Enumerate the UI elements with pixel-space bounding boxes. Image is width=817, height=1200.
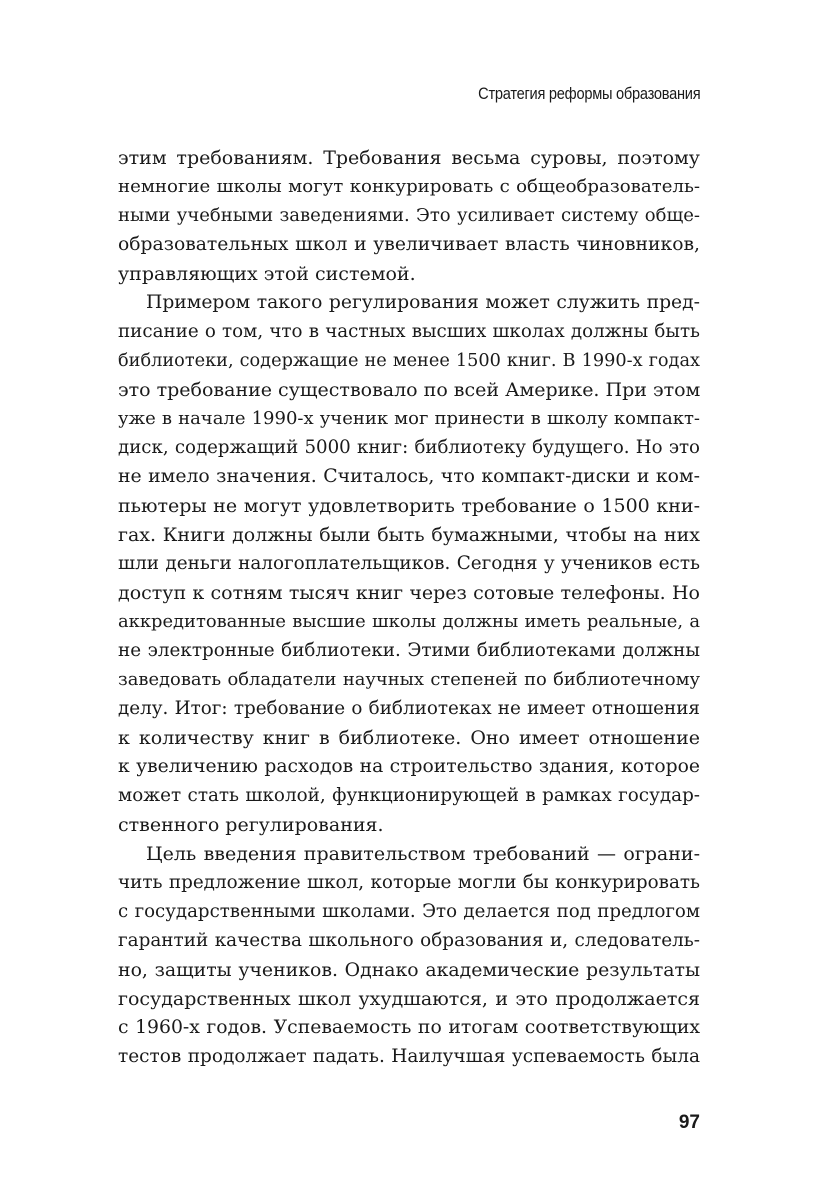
text-line: библиотеки, содержащие не менее 1500 книг. В 1990-х годах (118, 351, 700, 371)
text-line: гарантий качества школьного образования и, следователь- (118, 930, 700, 951)
text-line: этим требованиям. Требования весьма суровы, поэтому (118, 147, 700, 169)
text-line: не имело значения. Считалось, что компакт-диски и ком- (118, 466, 700, 487)
text-line: Примером такого регулирования может служить пред- (146, 292, 700, 313)
text-line: чить предложение школ, которые могли бы конкурировать (118, 872, 700, 893)
text-line: делу. Итог: требование о библиотеках не имеет отношения (118, 698, 700, 719)
text-line: ными учебными заведениями. Это усиливает систему обще- (118, 205, 700, 226)
text-line: доступ к сотням тысяч книг через сотовые телефоны. Но (118, 582, 700, 604)
text-line: с государственными школами. Это делается под предлогом (118, 901, 700, 922)
text-line: управляющих этой системой. (118, 263, 416, 285)
text-line: писание о том, что в частных высших школах должны быть (118, 321, 700, 342)
text-line: немногие школы могут конкурировать с общеобразователь- (118, 176, 700, 197)
text-line: тестов продолжает падать. Наилучшая успеваемость была (118, 1046, 700, 1067)
text-line: аккредитованные высшие школы должны иметь реальные, а (118, 611, 700, 632)
text-line: но, защиты учеников. Однако академические результаты (118, 959, 700, 981)
text-line: с 1960-х годов. Успеваемость по итогам соответствующих (118, 1017, 700, 1038)
text-line: гах. Книги должны были быть бумажными, чтобы на них (118, 524, 700, 546)
text-line: может стать школой, функционирующей в рамках государ- (118, 785, 700, 806)
text-line: к увеличению расходов на строительство здания, которое (118, 756, 700, 777)
text-line: ственного регулирования. (118, 814, 384, 836)
text-line: государственных школ ухудшаются, и это продолжается (118, 988, 700, 1010)
text-line: уже в начале 1990-х ученик мог принести в школу компакт- (118, 408, 700, 429)
text-line: это требование существовало по всей Америке. При этом (118, 379, 701, 401)
text-line: не электронные библиотеки. Этими библиотеками должны (118, 640, 700, 661)
page-number: 97 (678, 1112, 700, 1133)
text-line: Цель введения правительством требований — ограни- (146, 843, 700, 865)
text-line: к количеству книг в библиотеке. Оно имеет отношение (118, 727, 700, 749)
text-line: диск, содержащий 5000 книг: библиотеку будущего. Но это (118, 437, 700, 458)
text-line: образовательных школ и увеличивает власть чиновников, (118, 234, 700, 255)
text-line: пьютеры не могут удовлетворить требование о 1500 кни- (118, 495, 700, 517)
running-header: Стратегия реформы образования (477, 84, 700, 103)
text-line: заведовать обладатели научных степеней по библиотечному (118, 669, 700, 690)
text-line: шли деньги налогоплательщиков. Сегодня у учеников есть (118, 553, 700, 574)
